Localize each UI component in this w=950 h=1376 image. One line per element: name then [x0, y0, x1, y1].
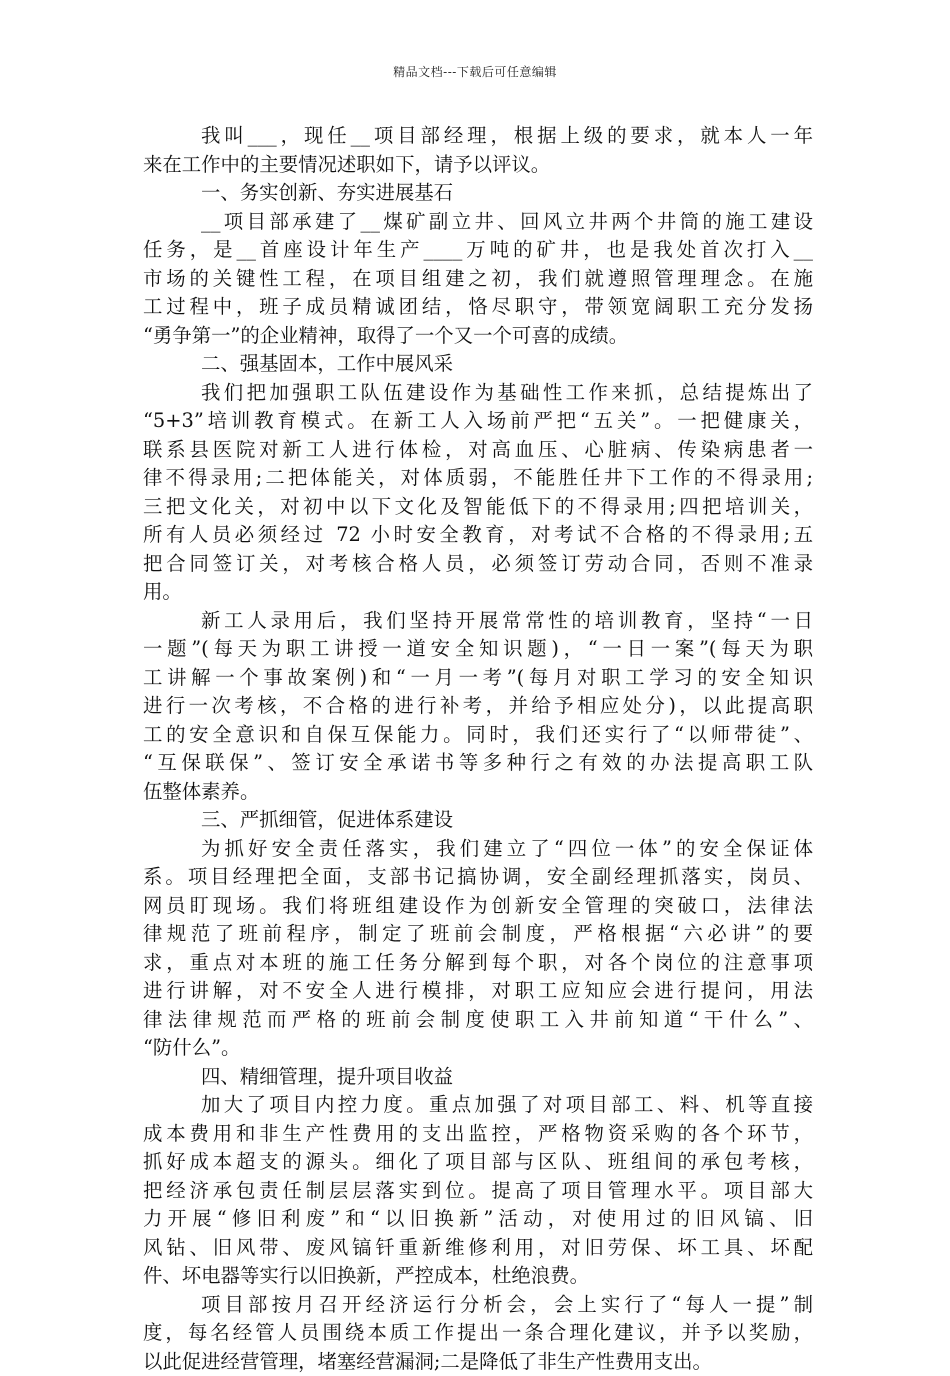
paragraph-line: 工讲解一个事故案例)和“一月一考”(每月对职工学习的安全知识: [143, 664, 813, 693]
paragraph-line: 度，每名经管人员围绕本质工作提出一条合理化建议，并予以奖励，: [143, 1319, 813, 1348]
paragraph-line: 工的安全意识和自保互保能力。同时，我们还实行了“以师带徒”、: [143, 721, 813, 750]
paragraph-line: 把合同签订关，对考核合格人员，必须签订劳动合同，否则不准录: [143, 550, 813, 579]
paragraph-line: 求，重点对本班的施工任务分解到每个职，对各个岗位的注意事项: [143, 949, 813, 978]
section-heading: 一、务实创新、夯实进展基石: [143, 179, 813, 208]
page-header: 精品文档---下载后可任意编辑: [0, 64, 950, 80]
paragraph-line: 网员盯现场。我们将班组建设作为创新安全管理的突破口，法律法: [143, 892, 813, 921]
paragraph-line: 用。: [143, 578, 813, 607]
paragraph-line: 新工人录用后，我们坚持开展常常性的培训教育，坚持“一日: [143, 607, 813, 636]
paragraph-line: 项目部按月召开经济运行分析会，会上实行了“每人一提”制: [143, 1291, 813, 1320]
paragraph-line: 我们把加强职工队伍建设作为基础性工作来抓，总结提炼出了: [143, 379, 813, 408]
paragraph-line: 系。项目经理把全面，支部书记搞协调，安全副经理抓落实，岗员、: [143, 863, 813, 892]
paragraph: [143, 379, 813, 607]
section-heading: 二、强基固本，工作中展风采: [143, 350, 813, 379]
paragraph-line: 伍整体素养。: [143, 778, 813, 807]
paragraph: [143, 1291, 813, 1376]
paragraph-line: “防什么”。: [143, 1034, 813, 1063]
section-heading: 三、严抓细管，促进体系建设: [143, 806, 813, 835]
paragraph-line: 进行一次考核，不合格的进行补考，并给予相应处分)，以此提高职: [143, 692, 813, 721]
paragraph-line: 所有人员必须经过 72 小时安全教育，对考试不合格的不得录用;五: [143, 521, 813, 550]
paragraph-line: 工过程中，班子成员精诚团结，恪尽职守，带领宽阔职工充分发扬: [143, 293, 813, 322]
paragraph-line: 进行讲解，对不安全人进行模排，对职工应知应会进行提问，用法: [143, 977, 813, 1006]
paragraph-line: 律法律规范而严格的班前会制度使职工入井前知道“干什么”、: [143, 1006, 813, 1035]
paragraph-line: “5+3”培训教育模式。在新工人入场前严把“五关”。一把健康关，: [143, 407, 813, 436]
paragraph: [143, 122, 813, 179]
paragraph-line: 抓好成本超支的源头。细化了项目部与区队、班组间的承包考核，: [143, 1148, 813, 1177]
paragraph: [143, 835, 813, 1063]
paragraph-line: 三把文化关，对初中以下文化及智能低下的不得录用;四把培训关，: [143, 493, 813, 522]
paragraph-line: 为抓好安全责任落实，我们建立了“四位一体”的安全保证体: [143, 835, 813, 864]
paragraph: [143, 208, 813, 351]
paragraph-line: 把经济承包责任制层层落实到位。提高了项目管理水平。项目部大: [143, 1177, 813, 1206]
paragraph-line: 联系县医院对新工人进行体检，对高血压、心脏病、传染病患者一: [143, 436, 813, 465]
paragraph-line: 律规范了班前程序，制定了班前会制度，严格根据“六必讲”的要: [143, 920, 813, 949]
paragraph-line: 以此促进经营管理，堵塞经营漏洞;二是降低了非生产性费用支出。: [143, 1348, 813, 1376]
paragraph: [143, 607, 813, 807]
paragraph-line: 力开展“修旧利废”和“以旧换新”活动，对使用过的旧风镐、旧: [143, 1205, 813, 1234]
paragraph-line: 件、坏电器等实行以旧换新，严控成本，杜绝浪费。: [143, 1262, 813, 1291]
document-body: [143, 122, 813, 1376]
paragraph-line: “互保联保”、签订安全承诺书等多种行之有效的办法提高职工队: [143, 749, 813, 778]
paragraph-line: 律不得录用;二把体能关，对体质弱，不能胜任井下工作的不得录用;: [143, 464, 813, 493]
paragraph-line: 来在工作中的主要情况述职如下，请予以评议。: [143, 151, 813, 180]
paragraph-line: 一题”(每天为职工讲授一道安全知识题)，“一日一案”(每天为职: [143, 635, 813, 664]
paragraph-line: 任务，是__首座设计年生产____万吨的矿井，也是我处首次打入__: [143, 236, 813, 265]
paragraph: [143, 1091, 813, 1291]
paragraph-line: __项目部承建了__煤矿副立井、回风立井两个井筒的施工建设: [143, 208, 813, 237]
paragraph-line: “勇争第一”的企业精神，取得了一个又一个可喜的成绩。: [143, 322, 813, 351]
paragraph-line: 我叫___，现任__项目部经理，根据上级的要求，就本人一年: [143, 122, 813, 151]
paragraph-line: 成本费用和非生产性费用的支出监控，严格物资采购的各个环节，: [143, 1120, 813, 1149]
paragraph-line: 风钻、旧风带、废风镐钎重新维修利用，对旧劳保、坏工具、坏配: [143, 1234, 813, 1263]
paragraph-line: 加大了项目内控力度。重点加强了对项目部工、料、机等直接: [143, 1091, 813, 1120]
section-heading: 四、精细管理，提升项目收益: [143, 1063, 813, 1092]
paragraph-line: 市场的关键性工程，在项目组建之初，我们就遵照管理理念。在施: [143, 265, 813, 294]
